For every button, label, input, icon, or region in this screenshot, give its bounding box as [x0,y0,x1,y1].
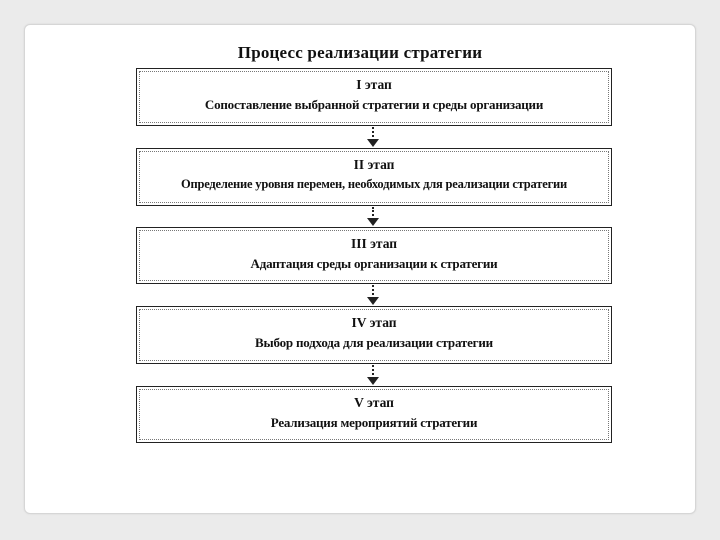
stage-2-label: II этап [353,157,395,172]
stage-1-description: Сопоставление выбранной стратегии и среды организации [204,97,544,112]
arrow-3-to-4 [366,285,380,305]
arrow-down-icon [367,139,379,147]
stage-5-box [136,386,612,443]
arrow-2-to-3 [366,207,380,226]
stage-4-box [136,306,612,364]
arrow-down-icon [367,218,379,226]
stage-2-description: Определение уровня перемен, необходимых для реализации стратегии [180,177,568,191]
arrow-down-icon [367,377,379,385]
stage-5-description: Реализация мероприятий стратегии [270,415,478,430]
stage-3-description: Адаптация среды организации к стратегии [250,256,498,271]
stage-2-box [136,148,612,206]
arrow-down-icon [367,297,379,305]
arrow-4-to-5 [366,365,380,385]
stage-5-label: V этап [354,395,394,410]
arrow-1-to-2 [366,127,380,147]
stage-4-label: IV этап [351,315,397,330]
stage-4-description: Выбор подхода для реализации стратегии [255,335,493,350]
stage-3-label: III этап [350,236,398,251]
diagram-title: Процесс реализации стратегии [237,43,483,62]
stage-1-label: I этап [356,77,392,92]
stage-1-box [136,68,612,126]
stage-3-box [136,227,612,284]
